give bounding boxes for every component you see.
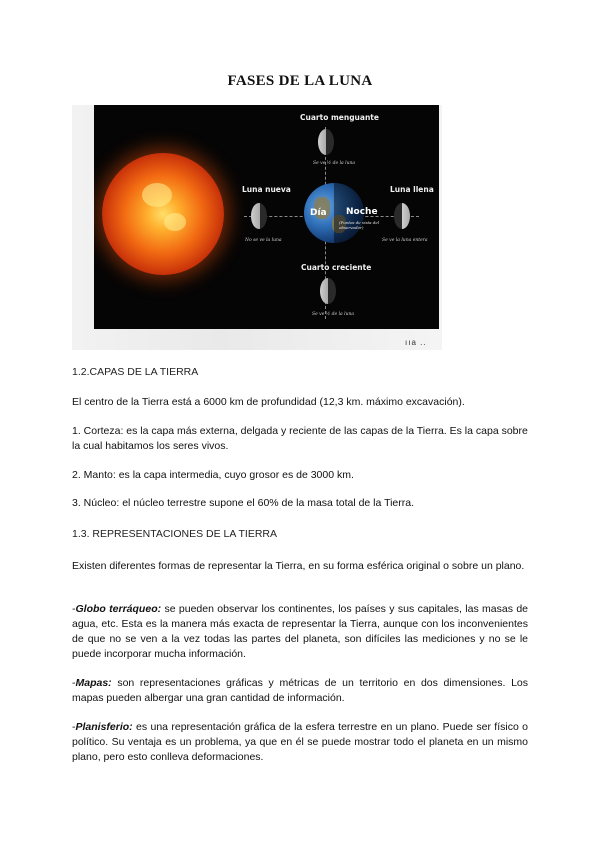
- text-mapas: son representaciones gráficas y métricas de un territorio en dos dimensiones. Los mapas pueden albergar una gran cantidad de información.: [72, 677, 528, 704]
- term-globo: Globo terráqueo:: [75, 603, 162, 615]
- phase-label-new: Luna nueva: [242, 185, 291, 194]
- moon-phases-image: [94, 105, 439, 329]
- text-globo: se pueden observar los continentes, los países y sus capitales, las masas de agua, etc. Esta es la manera más exacta de representar la Tierra, aunque con los inconvenientes de que no se ven a la vez todas las partes del planeta, son difíciles las mediciones y no se le puede incorporar mucha información.: [72, 603, 529, 660]
- sun-flare: [142, 183, 172, 207]
- paragraph-nucleo: 3. Núcleo: el núcleo terrestre supone el 60% de la masa total de la Tierra.: [72, 497, 415, 509]
- sun-image: [102, 153, 224, 275]
- paragraph-corteza: 1. Corteza: es la capa más externa, delgada y reciente de las capas de la Tierra. Es la capa sobre la cual habitamos los seres vivos.: [72, 425, 528, 452]
- earth-night-label: Noche: [346, 207, 378, 217]
- moon-full-icon: [394, 203, 410, 229]
- earth-day-label: Día: [310, 208, 327, 218]
- paragraph-planisferio: -Planisferio: es una representación gráfica de la esfera terrestre en un plano. Puede ser físico o político. Su ventaja es un problema, ya que en él se puede mostrar todo el planeta en un mismo plano, pero esto conlleva deformaciones.: [72, 721, 528, 763]
- phase-note-waxing: Se ve ½ de la luna: [312, 312, 355, 317]
- earth-night-note: (Puntos de vista del observador): [339, 220, 380, 230]
- term-planisferio: Planisferio:: [75, 721, 133, 733]
- phase-label-waning: Cuarto menguante: [300, 113, 379, 122]
- term-mapas: Mapas:: [75, 677, 112, 689]
- page-title: FASES DE LA LUNA: [227, 73, 373, 89]
- section-heading-capas: 1.2.CAPAS DE LA TIERRA: [72, 366, 199, 378]
- moon-phases-figure: [72, 105, 442, 350]
- phase-label-full: Luna llena: [390, 185, 434, 194]
- stray-text: ııa ..: [405, 338, 427, 347]
- phase-note-full: Se ve la luna entera: [382, 238, 428, 243]
- phase-note-new: No se ve la luna: [245, 238, 282, 243]
- sun-flare: [164, 213, 186, 231]
- paragraph-mapas: -Mapas: son representaciones gráficas y métricas de un territorio en dos dimensiones. Los mapas pueden albergar una gran cantidad de información.: [72, 677, 528, 704]
- paragraph-manto: 2. Manto: es la capa intermedia, cuyo grosor es de 3000 km.: [72, 469, 354, 481]
- section-heading-representaciones: 1.3. REPRESENTACIONES DE LA TIERRA: [72, 528, 278, 540]
- paragraph-globo: -Globo terráqueo: se pueden observar los continentes, los países y sus capitales, las masas de agua, etc. Esta es la manera más exacta de representar la Tierra, aunque con los inconvenientes de que no se ven a la vez todas las partes del planeta, son difíciles las mediciones y no se le puede incorporar mucha información.: [72, 603, 529, 660]
- moon-new-icon: [251, 203, 267, 229]
- phase-note-waning: Se ve ½ de la luna: [313, 161, 356, 166]
- text-planisferio: es una representación gráfica de la esfera terrestre en un plano. Puede ser físico o político. Su ventaja es un problema, ya que en él se puede mostrar todo el planeta en un mismo plano, pero esto conlleva deformaciones.: [72, 721, 528, 763]
- paragraph-formas: Existen diferentes formas de representar la Tierra, en su forma esférica original o sobre un plano.: [72, 560, 525, 572]
- moon-waxing-icon: [320, 278, 336, 304]
- phase-label-waxing: Cuarto creciente: [301, 263, 372, 272]
- paragraph-centro: El centro de la Tierra está a 6000 km de profundidad (12,3 km. máximo excavación).: [72, 396, 465, 408]
- moon-waning-icon: [318, 129, 334, 155]
